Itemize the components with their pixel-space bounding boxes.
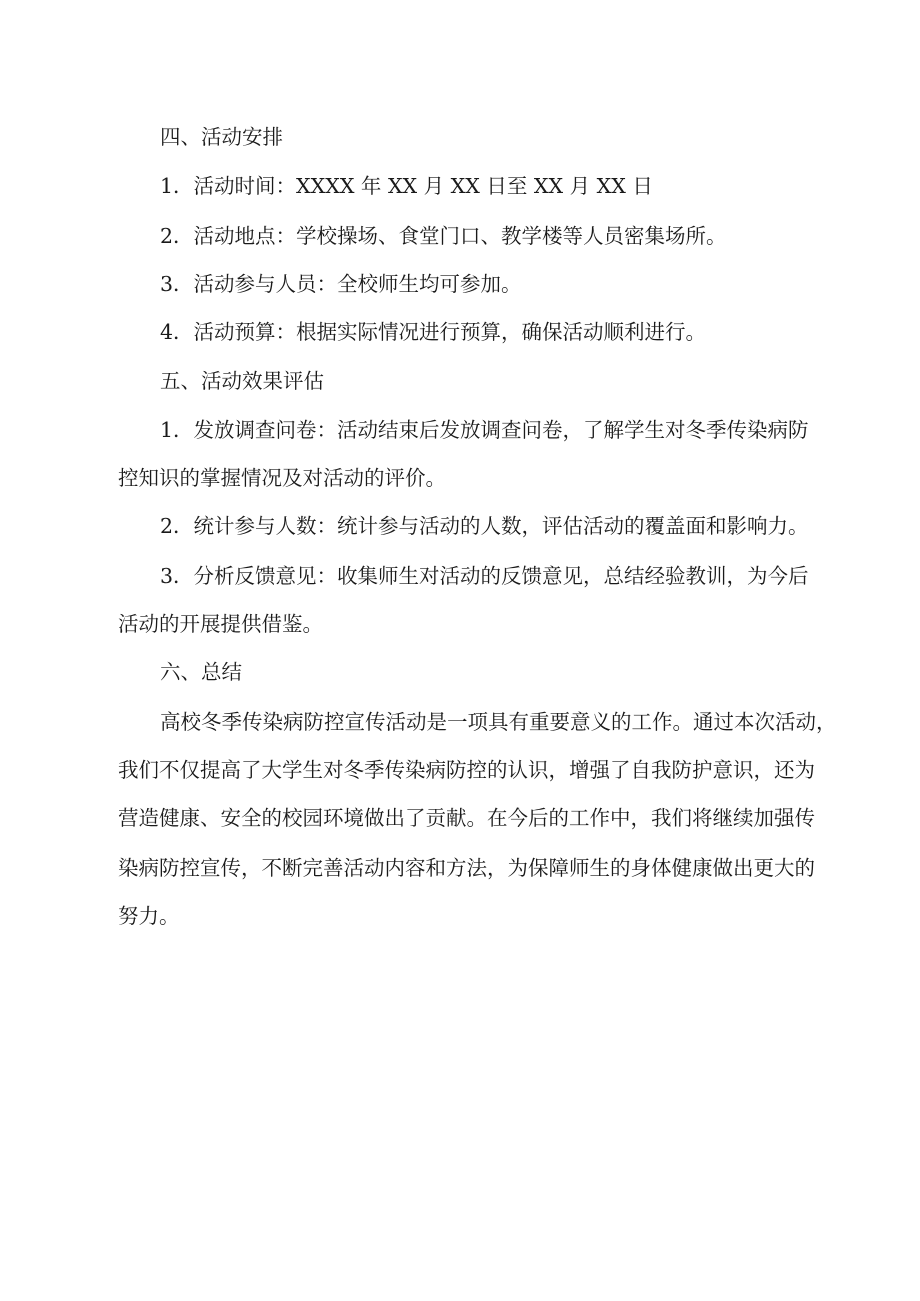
- summary-paragraph-line: 我们不仅提高了大学生对冬季传染病防控的认识，增强了自我防护意识，还为: [118, 758, 815, 782]
- list-item-questionnaire: 1．发放调查问卷：活动结束后发放调查问卷，了解学生对冬季传染病防: [160, 418, 809, 442]
- list-item-activity-location: 2．活动地点：学校操场、食堂门口、教学楼等人员密集场所。: [160, 224, 727, 248]
- summary-paragraph-line: 营造健康、安全的校园环境做出了贡献。在今后的工作中，我们将继续加强传: [118, 806, 815, 830]
- list-item-participant-count: 2．统计参与人数：统计参与活动的人数，评估活动的覆盖面和影响力。: [160, 514, 809, 538]
- list-item-questionnaire-continued: 控知识的掌握情况及对活动的评价。: [118, 466, 446, 490]
- list-item-feedback-continued: 活动的开展提供借鉴。: [118, 612, 323, 636]
- list-item-participants: 3．活动参与人员：全校师生均可参加。: [160, 272, 522, 296]
- section-heading-arrangement: 四、活动安排: [160, 125, 283, 149]
- list-item-activity-time: 1．活动时间：XXXX 年 XX 月 XX 日至 XX 月 XX 日: [160, 174, 653, 198]
- summary-paragraph-line: 努力。: [118, 904, 180, 928]
- summary-paragraph-line: 高校冬季传染病防控宣传活动是一项具有重要意义的工作。通过本次活动，: [160, 710, 837, 734]
- summary-paragraph-line: 染病防控宣传，不断完善活动内容和方法，为保障师生的身体健康做出更大的: [118, 856, 815, 880]
- section-heading-summary: 六、总结: [160, 660, 242, 684]
- list-item-budget: 4．活动预算：根据实际情况进行预算，确保活动顺利进行。: [160, 320, 707, 344]
- section-heading-evaluation: 五、活动效果评估: [160, 369, 324, 393]
- list-item-feedback: 3．分析反馈意见：收集师生对活动的反馈意见，总结经验教训，为今后: [160, 564, 809, 588]
